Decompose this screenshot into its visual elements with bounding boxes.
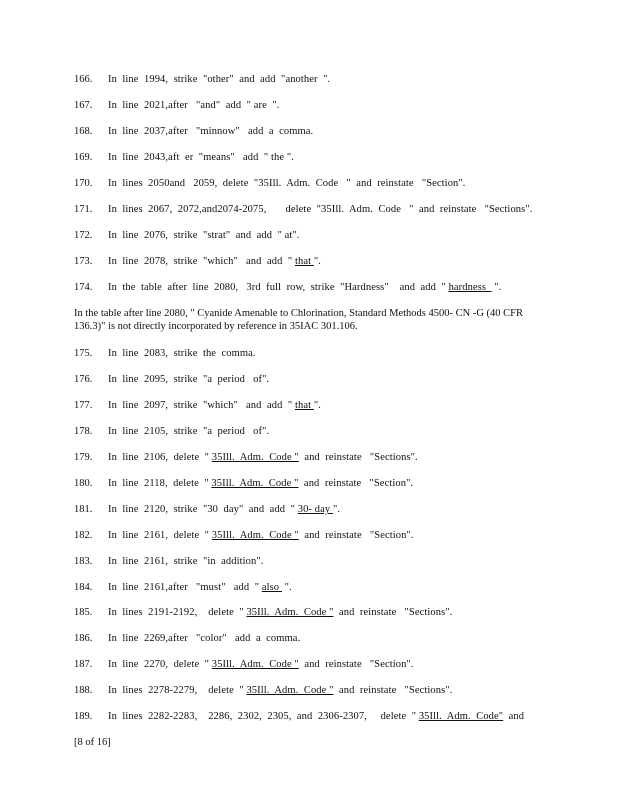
list-item [74,203,532,217]
text-segment: In line 2105, strike "a period of". [108,426,270,437]
item-text [108,282,501,293]
text-segment: and reinstate "Section". [298,530,414,541]
text-segment: In line 2097, strike "which" and add " [108,400,295,411]
item-text [108,452,418,463]
item-number: 166. [74,74,93,85]
text-segment: ". [313,256,321,267]
item-text [108,426,269,437]
list-item [74,281,501,295]
text-segment: In line 2078, strike "which" and add " [108,256,295,267]
list-item [74,425,269,439]
underlined-text: that [294,400,314,411]
list-item [74,373,269,387]
item-number: 170. [74,178,93,189]
text-segment: In line 2161,after "must" add " [108,582,262,593]
list-item [74,99,279,113]
text-segment: In line 2076, strike "strat" and add " at". [108,230,300,241]
item-number: 183. [74,556,93,567]
text-segment: In line 2269,after "color" add a comma. [108,633,301,644]
list-item [74,477,413,491]
text-segment: In line 2270, delete " [108,659,212,670]
underlined-text: 35Ill. Adm. Code " [246,685,334,696]
item-text [108,607,452,618]
item-number: 171. [74,204,93,215]
list-item [74,73,330,87]
list-item [74,177,466,191]
item-number: 175. [74,348,93,359]
item-number: 167. [74,100,93,111]
underlined-text: 35Ill. Adm. Code" [418,711,504,722]
item-text [108,556,263,567]
item-text [108,711,524,722]
item-number: 173. [74,256,93,267]
page-counter: [8 of 16] [74,737,111,748]
item-text [108,582,292,593]
list-item [74,581,292,595]
item-number: 182. [74,530,93,541]
underlined-text: 35Ill. Adm. Code " [211,452,299,463]
item-text [108,152,294,163]
underlined-text: 35Ill. Adm. Code " [211,530,299,541]
text-segment: In line 2118, delete " [108,478,212,489]
text-segment: In the table after line 2080, 3rd full row, strike "Hardness" and add " [108,282,449,293]
item-number: 180. [74,478,93,489]
list-item [74,710,524,724]
item-number: 181. [74,504,93,515]
item-number: 177. [74,400,93,411]
text-segment: In line 2161, delete " [108,530,212,541]
underlined-text: 35Ill. Adm. Code " [246,607,334,618]
list-item [74,151,294,165]
item-text [108,659,414,670]
list-item [74,125,313,139]
item-number: 185. [74,607,93,618]
item-text [108,685,452,696]
item-text [108,100,279,111]
text-segment: ". [313,400,321,411]
item-number: 172. [74,230,93,241]
list-item [74,658,414,672]
text-segment: In lines 2050and 2059, delete "35Ill. Adm. Code " and reinstate "Section". [108,178,466,189]
list-item [74,632,300,646]
list-item [74,347,256,361]
item-text [108,348,256,359]
text-segment: In lines 2067, 2072,and2074-2075, delete "35Ill. Adm. Code " and reinstate "Sections". [108,204,533,215]
text-segment: In line 2106, delete " [108,452,212,463]
item-number: 179. [74,452,93,463]
underlined-text: 35Ill. Adm. Code " [211,659,299,670]
item-text [108,530,414,541]
item-number: 188. [74,685,93,696]
text-segment: In lines 2191-2192, delete " [108,607,247,618]
item-text [108,633,300,644]
text-segment: and reinstate "Sections". [298,452,418,463]
text-segment: and reinstate "Sections". [333,607,453,618]
item-text [108,374,269,385]
underlined-text: hardness [448,282,492,293]
text-segment: In line 1994, strike "other" and add "another ". [108,74,331,85]
underlined-text: that [294,256,314,267]
item-text [108,504,340,515]
item-text [108,400,321,411]
text-segment: In line 2083, strike the comma. [108,348,256,359]
item-number: 178. [74,426,93,437]
list-item [74,255,321,269]
item-number: 176. [74,374,93,385]
item-text [108,178,466,189]
item-number: 189. [74,711,93,722]
list-item [74,606,452,620]
item-text [108,256,321,267]
underlined-text: 35Ill. Adm. Code " [211,478,299,489]
list-item [74,451,418,465]
list-item [74,229,300,243]
item-text [108,126,313,137]
list-item [74,555,263,569]
item-text [108,204,532,215]
list-item [74,684,452,698]
text-segment: In line 2043,aft er "means" add " the ". [108,152,295,163]
item-number: 186. [74,633,93,644]
text-segment: In line 2095, strike "a period of". [108,374,270,385]
item-number: 174. [74,282,93,293]
item-number: 184. [74,582,93,593]
table-note: In the table after line 2080, " Cyanide Amenable to Chlorination, Standard Methods 4500- CN -G (40 CFR 136.3)" is not directly incorporated by reference in 35IAC 301.106. [74,308,524,332]
text-segment: and reinstate "Section". [298,478,414,489]
list-item [74,529,414,543]
text-segment: and reinstate "Section". [298,659,414,670]
text-segment: ". [332,504,341,515]
item-number: 168. [74,126,93,137]
text-segment: In line 2120, strike "30 day" and add " [108,504,298,515]
list-item [74,503,340,517]
text-segment: In lines 2282-2283, 2286, 2302, 2305, and 2306-2307, delete " [108,711,419,722]
text-segment: In line 2037,after "minnow" add a comma. [108,126,314,137]
list-item [74,399,321,413]
item-number: 169. [74,152,93,163]
item-text [108,74,330,85]
text-segment: In lines 2278-2279, delete " [108,685,247,696]
item-text [108,230,300,241]
text-segment: and reinstate "Sections". [333,685,453,696]
item-text [108,478,413,489]
text-segment: ". [281,582,292,593]
text-segment: ". [491,282,502,293]
text-segment: and [503,711,525,722]
text-segment: In line 2021,after "and" add " are ". [108,100,280,111]
item-number: 187. [74,659,93,670]
underlined-text: also [261,582,282,593]
text-segment: In line 2161, strike "in addition". [108,556,264,567]
underlined-text: 30- day [297,504,333,515]
